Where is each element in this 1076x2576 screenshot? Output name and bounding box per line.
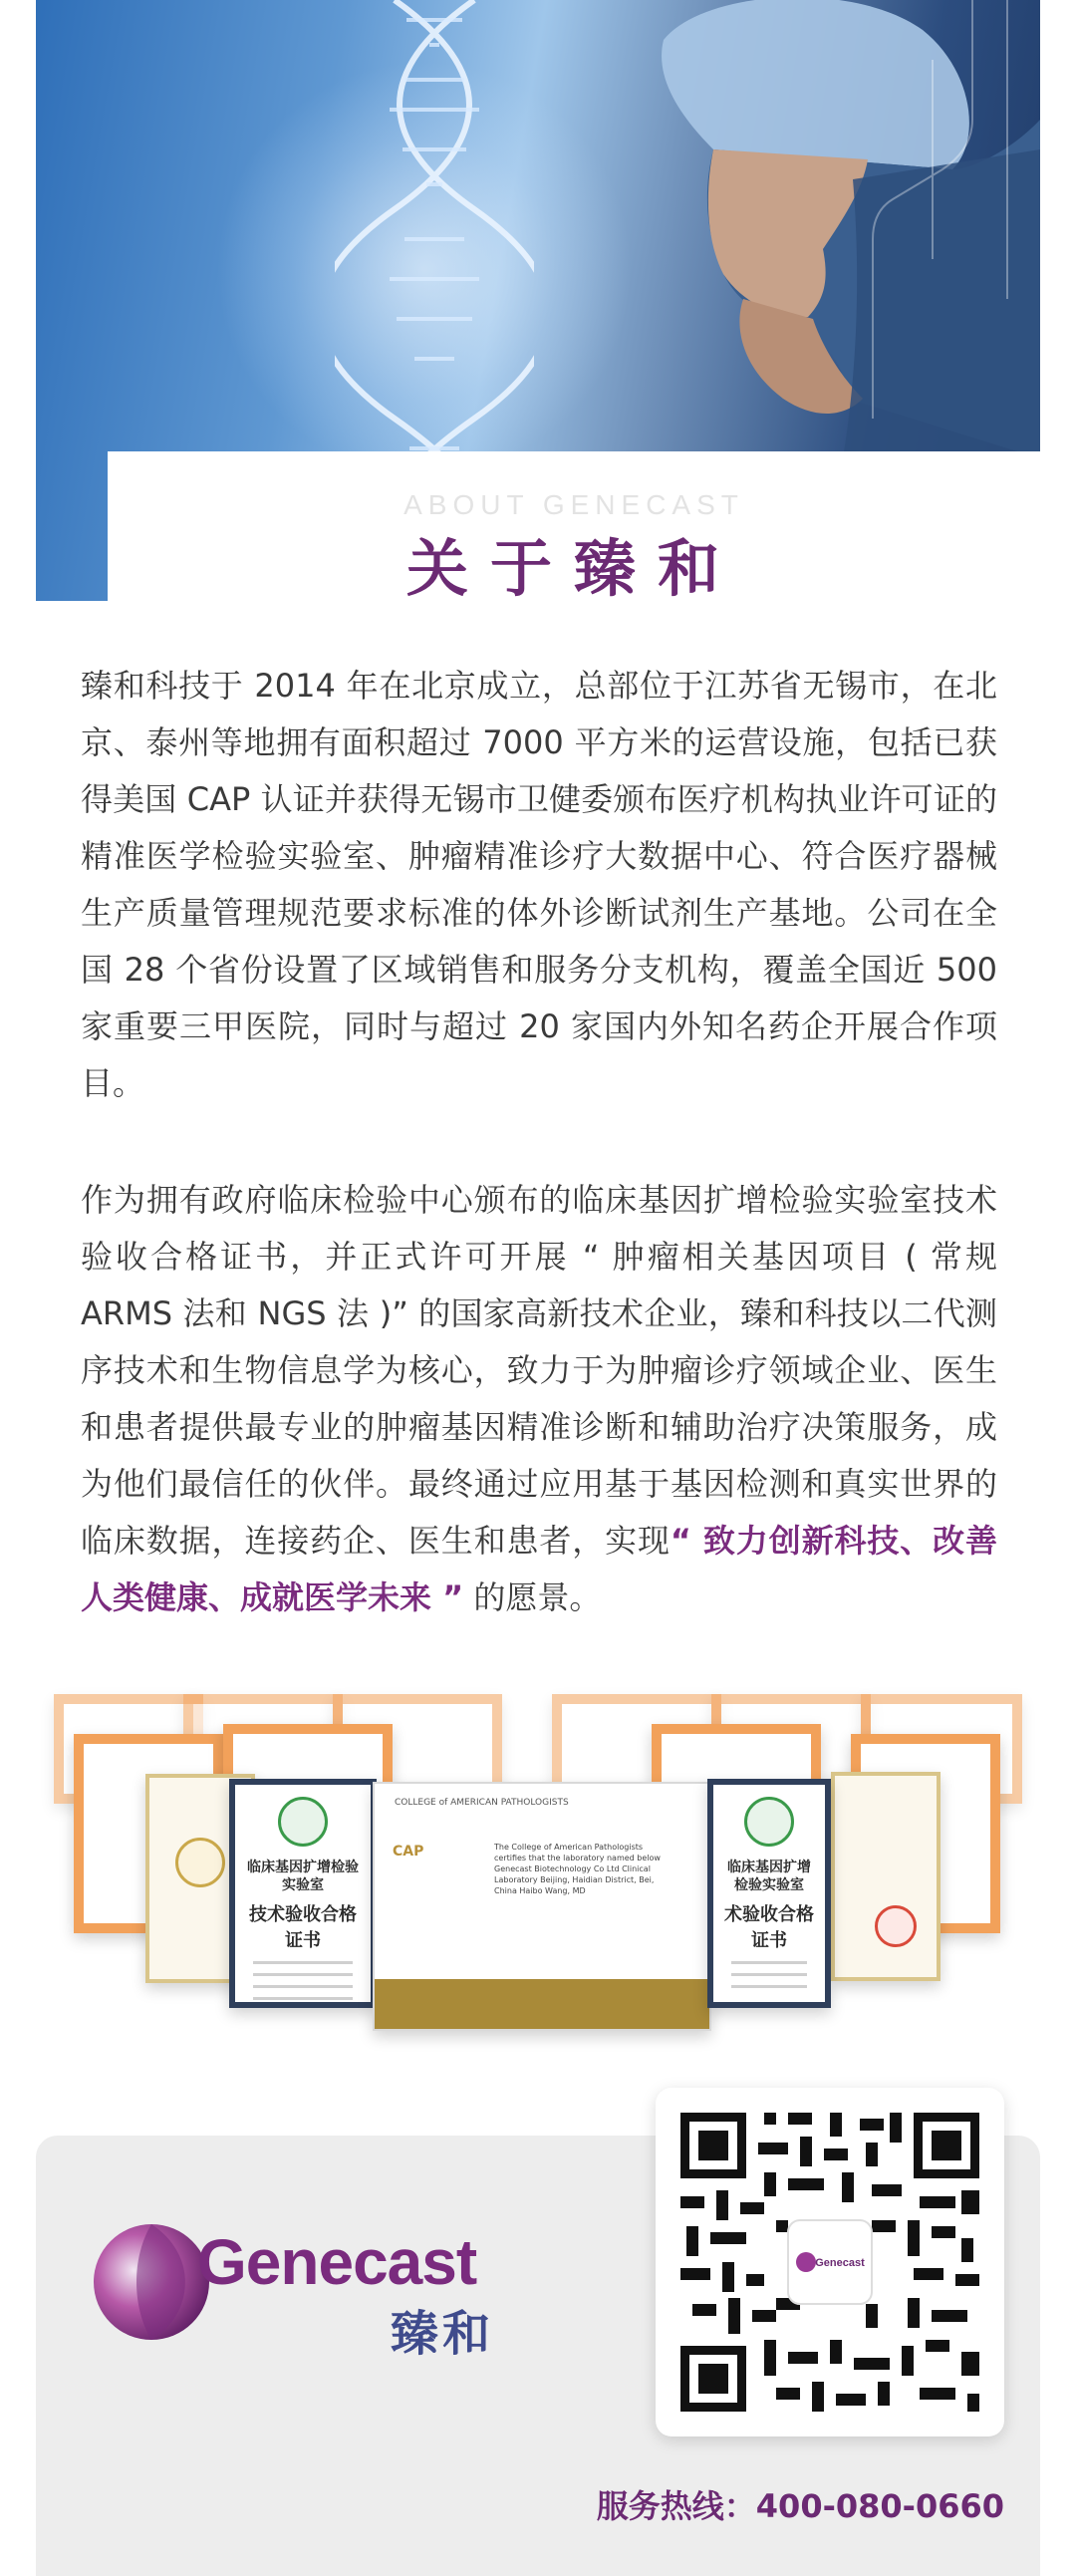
text-line <box>253 1961 353 1964</box>
text-line <box>253 1985 353 1988</box>
hotline-number[interactable]: 400-080-0660 <box>755 2487 1004 2525</box>
certificate-issuer: 临床基因扩增检验实验室 <box>247 1860 359 1893</box>
hero-banner <box>36 0 1040 601</box>
text-line <box>253 1997 353 2000</box>
qr-code-card <box>656 2088 1004 2436</box>
seal-icon <box>175 1838 225 1887</box>
genecast-logo-mark-icon <box>92 2207 211 2357</box>
about-title: 关于臻和 <box>405 532 741 601</box>
cap-gold-band <box>375 1979 709 2029</box>
brand-name-cn: 臻和 <box>391 2306 495 2362</box>
about-subtitle: ABOUT GENECAST <box>404 489 744 520</box>
text-line <box>731 1985 807 1988</box>
paragraph-2-lead: 作为拥有政府临床检验中心颁布的临床基因扩增检验实验室技术验收合格证书，并正式许可开展 “ 肿瘤相关基因项目 ( 常规 ARMS 法和 NGS 法 )” 的国家高新技术企业，臻和科技以二代测序技术和生物信息学为核心，致力于为肿瘤诊疗领域企业、医生和患者提供最专业的肿瘤基因精准诊断和辅助治疗决策服务，成为他们最信任的伙伴。最终通过应用基于基因检测和真实世界的临床数据，连接药企、医生和患者，实现 <box>81 1181 997 1560</box>
paragraph-2-tail: 的愿景。 <box>463 1578 602 1616</box>
about-title-card <box>108 451 1040 601</box>
vision-highlight: “ 致力创新科技、改善人类健康、成就医学未来 ” <box>81 1522 997 1616</box>
hotline-label: 服务热线： <box>596 2487 756 2525</box>
certificate-title: 术验收合格证书 <box>724 1904 814 1951</box>
brand-name-en: Genecast <box>197 2226 477 2298</box>
certificate-cap <box>373 1782 711 2031</box>
cap-logo: CAP <box>393 1844 424 1860</box>
certificate-collage <box>54 1694 1022 2053</box>
certificate-issuer: 临床基因扩增检验实验室 <box>727 1860 811 1893</box>
intro-paragraph-1: 臻和科技于 2014 年在北京成立，总部位于江苏省无锡市，在北京、泰州等地拥有面积超过 7000 平方米的运营设施，包括已获得美国 CAP 认证并获得无锡市卫健委颁布医疗机构执业许可证的精准医学检验实验室、肿瘤精准诊疗大数据中心、符合医疗器械生产质量管理规范要求标准的体外诊断试剂生产基地。公司在全国 28 个省份设置了区域销售和服务分支机构，覆盖全国近 500 家重要三甲医院，同时与超过 20 家国内外知名药企开展合作项目。 <box>81 667 997 1102</box>
emblem-icon <box>278 1797 328 1847</box>
qr-code <box>680 2113 979 2412</box>
stamp-icon <box>875 1905 917 1947</box>
emblem-icon <box>744 1797 794 1847</box>
certificate-technical-acceptance-left <box>229 1779 377 2008</box>
certificate-technical-acceptance-right <box>707 1779 831 2008</box>
cap-header: COLLEGE of AMERICAN PATHOLOGISTS <box>395 1798 569 1808</box>
intro-paragraph-2 <box>81 1172 997 1626</box>
qr-center-label: Genecast <box>815 2257 865 2269</box>
service-hotline[interactable] <box>597 2481 1004 2527</box>
text-line <box>731 1973 807 1976</box>
certificate-title: 技术验收合格证书 <box>249 1904 357 1951</box>
certificate-pale-right <box>831 1772 941 1981</box>
cap-body-text: The College of American Pathologists certifies that the laboratory named below Genecast Biotechnology Co Ltd Clinical Laboratory Beijing, Haidian District, Bei, China Haibo Wang, MD <box>494 1843 661 1895</box>
text-line <box>253 1973 353 1976</box>
text-line <box>731 1961 807 1964</box>
